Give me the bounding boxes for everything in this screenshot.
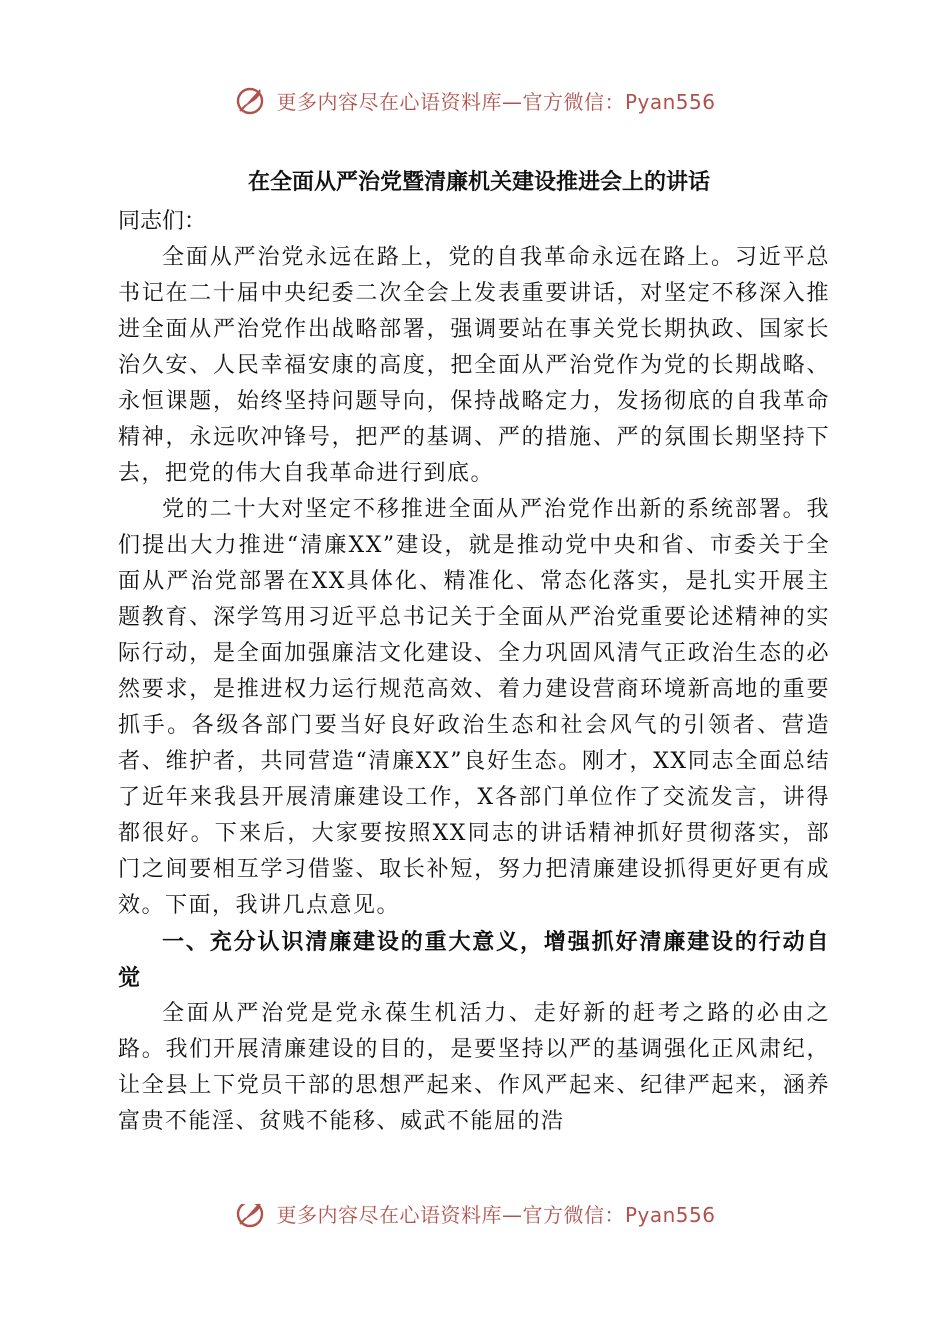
document-body (118, 160, 830, 1140)
paragraph: 全面从严治党永远在路上，党的自我革命永远在路上。习近平总书记在二十届中央纪委二次全会上发表重要讲话，对坚定不移深入推进全面从严治党作出战略部署，强调要站在事关党长期执政、国家长治久安、人民幸福安康的高度，把全面从严治党作为党的长期战略、永恒课题，始终坚持问题导向，保持战略定力，发扬彻底的自我革命精神，永远吹冲锋号，把严的基调、严的措施、严的氛围长期坚持下去，把党的伟大自我革命进行到底。 (118, 245, 830, 486)
watermark-text: 更多内容尽在心语资料库—官方微信：Pyan556 (276, 1204, 716, 1227)
quill-logo-icon (234, 1204, 268, 1230)
watermark-text: 更多内容尽在心语资料库—官方微信：Pyan556 (276, 89, 716, 114)
watermark-header (0, 80, 950, 120)
section-heading: 一、充分认识清廉建设的重大意义，增强抓好清廉建设的行动自觉 (118, 929, 830, 991)
quill-logo-icon (234, 83, 268, 117)
salutation: 同志们： (118, 209, 207, 234)
document-title: 在全面从严治党暨清廉机关建设推进会上的讲话 (247, 169, 710, 195)
paragraph: 全面从严治党是党永葆生机活力、走好新的赶考之路的必由之路。我们开展清廉建设的目的，是要坚持以严的基调强化正风肃纪，让全县上下党员干部的思想严起来、作风严起来、纪律严起来，涵养富贵不能淫、贫贱不能移、威武不能屈的浩 (118, 1001, 830, 1134)
paragraph: 党的二十大对坚定不移推进全面从严治党作出新的系统部署。我们提出大力推进“清廉XX”建设，就是推动党中央和省、市委关于全面从严治党部署在XX具体化、精准化、常态化落实，是扎实开展主题教育、深学笃用习近平总书记关于全面从严治党重要论述精神的实际行动，是全面加强廉洁文化建设、全力巩固风清气正政治生态的必然要求，是推进权力运行规范高效、着力建设营商环境新高地的重要抓手。各级各部门要当好良好政治生态和社会风气的引领者、营造者、维护者，共同营造“清廉XX”良好生态。刚才，XX同志全面总结了近年来我县开展清廉建设工作，X各部门单位作了交流发言，讲得都很好。下来后，大家要按照XX同志的讲话精神抓好贯彻落实，部门之间要相互学习借鉴、取长补短，努力把清廉建设抓得更好更有成效。下面，我讲几点意见。 (118, 497, 830, 918)
watermark-footer (0, 1204, 950, 1238)
